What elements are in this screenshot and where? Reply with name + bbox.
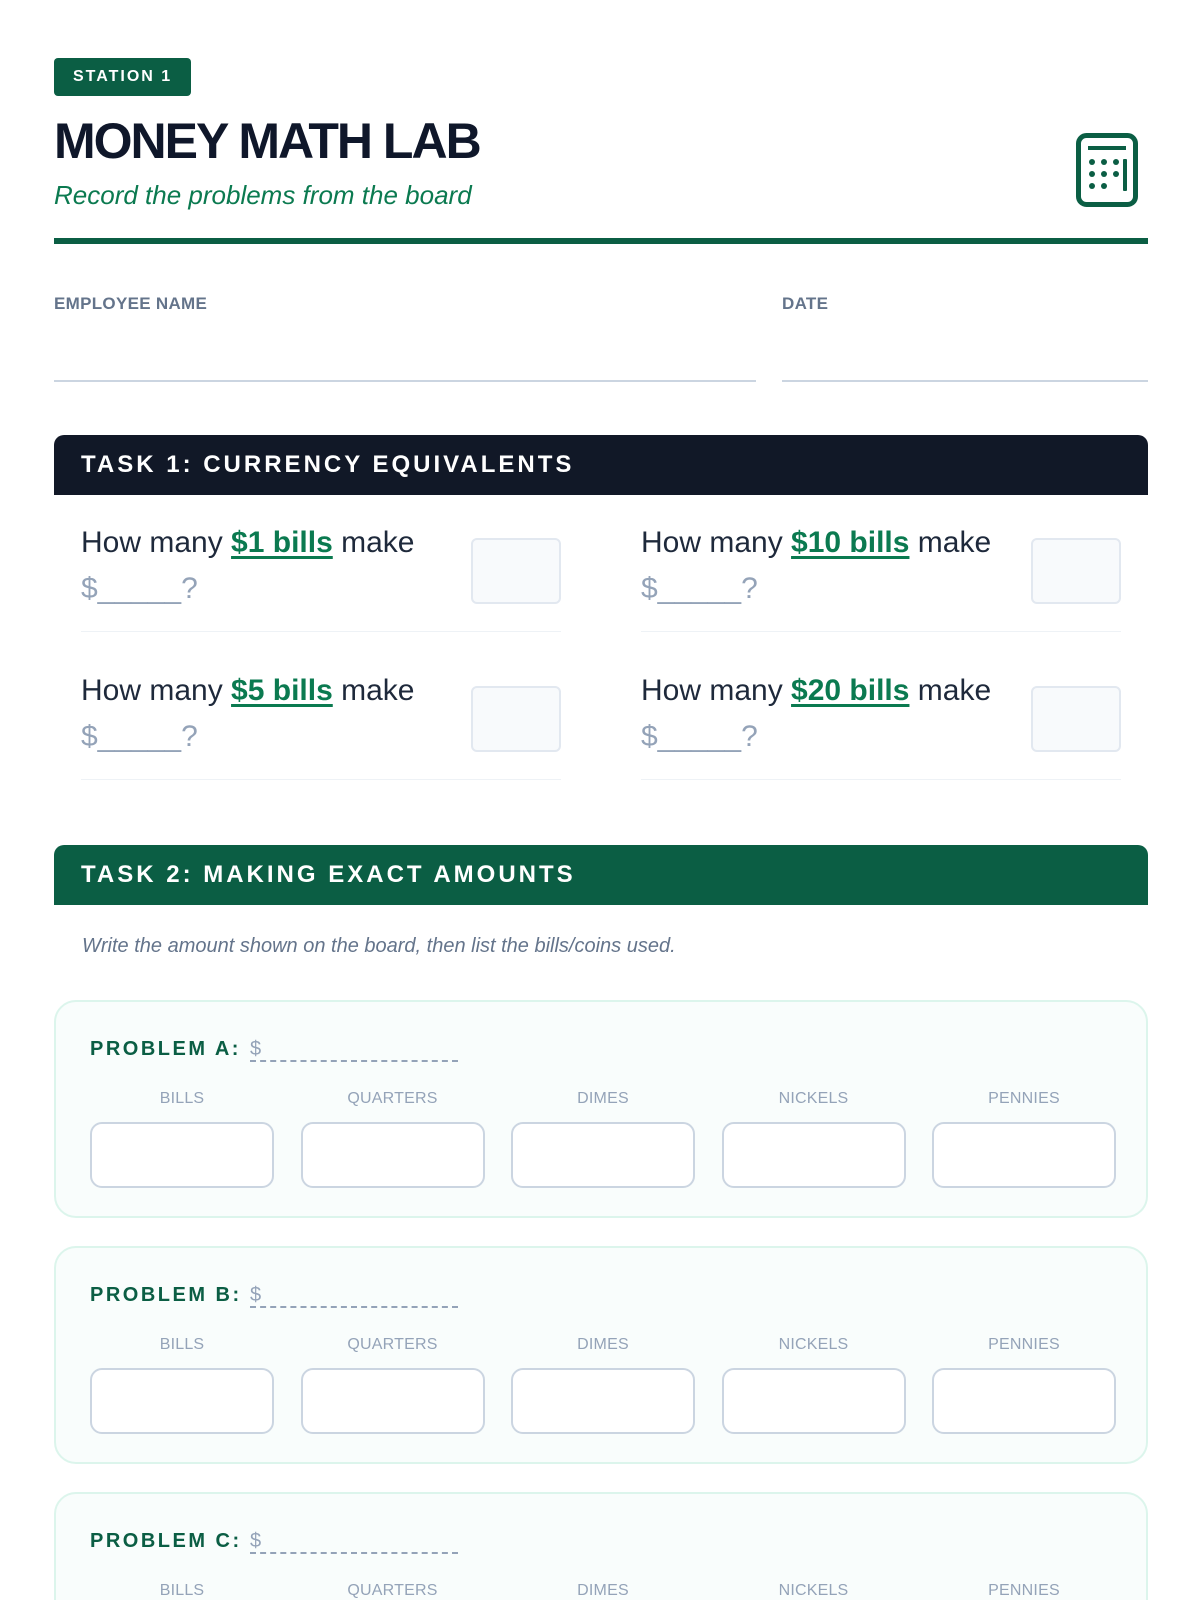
worksheet: [54, 58, 1148, 1599]
task2-instructions: Write the amount shown on the board, then list the bills/coins used.: [82, 935, 676, 957]
dimes-input[interactable]: [511, 1368, 695, 1434]
answer-box[interactable]: [471, 686, 561, 752]
date-field[interactable]: [782, 380, 1148, 382]
employee-name-label: EMPLOYEE NAME: [54, 294, 208, 313]
question-4: How many $20 bills make $_____?: [641, 668, 1121, 780]
question-2: How many $10 bills make $_____?: [641, 520, 1121, 632]
bill-label: $20 bills: [791, 674, 910, 707]
calculator-icon: [1076, 133, 1138, 207]
column-label-bills: BILLS: [159, 1336, 205, 1353]
problem-amount-field[interactable]: $: [250, 1284, 458, 1308]
quarters-input[interactable]: [301, 1122, 485, 1188]
amount-blank: $_____?: [81, 720, 198, 753]
pennies-input[interactable]: [932, 1368, 1116, 1434]
problem-c: [54, 1492, 1148, 1600]
problem-amount-field[interactable]: $: [250, 1530, 458, 1554]
nickels-input[interactable]: [722, 1368, 906, 1434]
column-label-dimes: DIMES: [577, 1582, 629, 1599]
employee-name-field[interactable]: [54, 380, 756, 382]
task2-header: TASK 2: MAKING EXACT AMOUNTS: [54, 845, 1148, 905]
column-label-quarters: QUARTERS: [347, 1090, 438, 1107]
pennies-input[interactable]: [932, 1122, 1116, 1188]
column-label-nickels: NICKELS: [778, 1090, 849, 1107]
column-label-quarters: QUARTERS: [347, 1336, 438, 1353]
bill-label: $10 bills: [791, 526, 910, 559]
column-label-pennies: PENNIES: [988, 1582, 1060, 1599]
problem-amount-field[interactable]: $: [250, 1038, 458, 1062]
answer-box[interactable]: [1031, 538, 1121, 604]
nickels-input[interactable]: [722, 1122, 906, 1188]
bill-label: $5 bills: [231, 674, 333, 707]
answer-box[interactable]: [1031, 686, 1121, 752]
problem-label: PROBLEM A:: [90, 1038, 241, 1060]
bills-input[interactable]: [90, 1368, 274, 1434]
column-label-pennies: PENNIES: [988, 1090, 1060, 1107]
problem-label: PROBLEM B:: [90, 1284, 242, 1306]
amount-blank: $_____?: [641, 572, 758, 605]
page-title: MONEY MATH LAB: [54, 113, 480, 169]
column-label-nickels: NICKELS: [778, 1336, 849, 1353]
problem-b: [54, 1246, 1148, 1464]
bills-input[interactable]: [90, 1122, 274, 1188]
column-label-quarters: QUARTERS: [347, 1582, 438, 1599]
quarters-input[interactable]: [301, 1368, 485, 1434]
column-label-pennies: PENNIES: [988, 1336, 1060, 1353]
amount-blank: $_____?: [81, 572, 198, 605]
column-label-dimes: DIMES: [577, 1090, 629, 1107]
header-divider: [54, 238, 1148, 244]
question-3: How many $5 bills make $_____?: [81, 668, 561, 780]
problem-label: PROBLEM C:: [90, 1530, 242, 1552]
question-1: How many $1 bills make $_____?: [81, 520, 561, 632]
answer-box[interactable]: [471, 538, 561, 604]
page-subtitle: Record the problems from the board: [54, 180, 472, 210]
task1-header: TASK 1: CURRENCY EQUIVALENTS: [54, 435, 1148, 495]
problem-a: [54, 1000, 1148, 1218]
column-label-bills: BILLS: [159, 1582, 205, 1599]
column-label-bills: BILLS: [159, 1090, 205, 1107]
column-label-dimes: DIMES: [577, 1336, 629, 1353]
bill-label: $1 bills: [231, 526, 333, 559]
dimes-input[interactable]: [511, 1122, 695, 1188]
amount-blank: $_____?: [641, 720, 758, 753]
date-label: DATE: [782, 294, 829, 313]
station-badge: STATION 1: [54, 58, 191, 96]
column-label-nickels: NICKELS: [778, 1582, 849, 1599]
